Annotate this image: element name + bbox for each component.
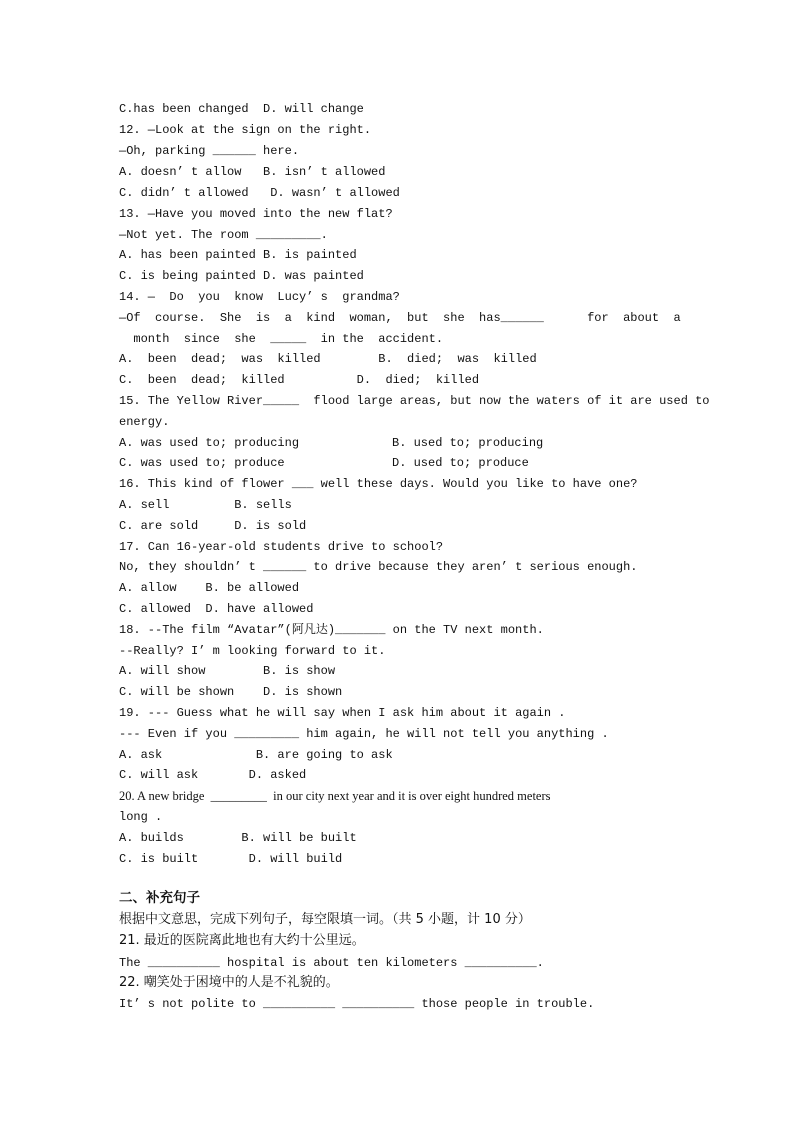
q18-reply: --Really? I’ m looking forward to it. xyxy=(119,644,386,658)
q17-question: 17. Can 16-year-old students drive to school? xyxy=(119,540,444,554)
q21-english: The __________ hospital is about ten kilometers __________. xyxy=(119,956,544,970)
q13-options-ab: A. has been painted B. is painted xyxy=(119,248,357,262)
q17-options-cd: C. allowed D. have allowed xyxy=(119,602,314,616)
q19-options-cd: C. will ask D. asked xyxy=(119,768,307,782)
q22-chinese: 22. 嘲笑处于困境中的人是不礼貌的。 xyxy=(119,975,339,990)
q18-question: 18. --The film “Avatar”(阿凡达)_______ on the TV next month. xyxy=(119,623,544,637)
q12-question: 12. —Look at the sign on the right. xyxy=(119,123,372,137)
q18-options-ab: A. will show B. is show xyxy=(119,664,336,678)
q14-reply-line1: —Of course. She is a kind woman, but she has______ for about a xyxy=(119,311,681,325)
q17-reply: No, they shouldn’ t ______ to drive because they aren’ t serious enough. xyxy=(119,560,638,574)
q13-options-cd: C. is being painted D. was painted xyxy=(119,269,364,283)
q15-question-line2: energy. xyxy=(119,415,170,429)
q14-reply-line2: month since she _____ in the accident. xyxy=(119,332,444,346)
q13-question: 13. —Have you moved into the new flat? xyxy=(119,207,393,221)
q16-options-cd: C. are sold D. is sold xyxy=(119,519,307,533)
q14-options-ab: A. been dead; was killed B. died; was killed xyxy=(119,352,537,366)
q18-options-cd: C. will be shown D. is shown xyxy=(119,685,343,699)
q15-option-c: C. was used to; produce xyxy=(119,456,285,470)
q11-options-cd: C.has been changed D. will change xyxy=(119,102,364,116)
q13-reply: —Not yet. The room _________. xyxy=(119,228,328,242)
q19-reply: --- Even if you _________ him again, he will not tell you anything . xyxy=(119,727,609,741)
q12-options-ab: A. doesn’ t allow B. isn’ t allowed xyxy=(119,165,386,179)
q17-options-ab: A. allow B. be allowed xyxy=(119,581,300,595)
q15-option-a: A. was used to; producing xyxy=(119,436,300,450)
q20-question-line1: 20. A new bridge _________ in our city next year and it is over eight hundred meters xyxy=(119,789,551,803)
q15-option-b: B. used to; producing xyxy=(392,436,544,450)
q21-chinese: 21. 最近的医院离此地也有大约十公里远。 xyxy=(119,933,365,948)
q14-options-cd: C. been dead; killed D. died; killed xyxy=(119,373,480,387)
section-instructions: 根据中文意思，完成下列句子，每空限填一词。（共 5 小题，计 10 分） xyxy=(119,912,531,927)
q20-question-line2: long . xyxy=(119,810,163,824)
q15-question-line1: 15. The Yellow River_____ flood large areas, but now the waters of it are used to xyxy=(119,394,710,408)
q20-options-cd: C. is built D. will build xyxy=(119,852,343,866)
q22-english: It’ s not polite to __________ __________ those people in trouble. xyxy=(119,997,595,1011)
q15-option-d: D. used to; produce xyxy=(392,456,529,470)
q12-reply: —Oh, parking ______ here. xyxy=(119,144,300,158)
q20-options-ab: A. builds B. will be built xyxy=(119,831,357,845)
q12-options-cd: C. didn’ t allowed D. wasn’ t allowed xyxy=(119,186,400,200)
q16-options-ab: A. sell B. sells xyxy=(119,498,292,512)
q19-question: 19. --- Guess what he will say when I ask him about it again . xyxy=(119,706,566,720)
q16-question: 16. This kind of flower ___ well these days. Would you like to have one? xyxy=(119,477,638,491)
section-heading: 二、补充句子 xyxy=(119,890,200,906)
q14-question: 14. — Do you know Lucy’ s grandma? xyxy=(119,290,400,304)
q19-options-ab: A. ask B. are going to ask xyxy=(119,748,393,762)
